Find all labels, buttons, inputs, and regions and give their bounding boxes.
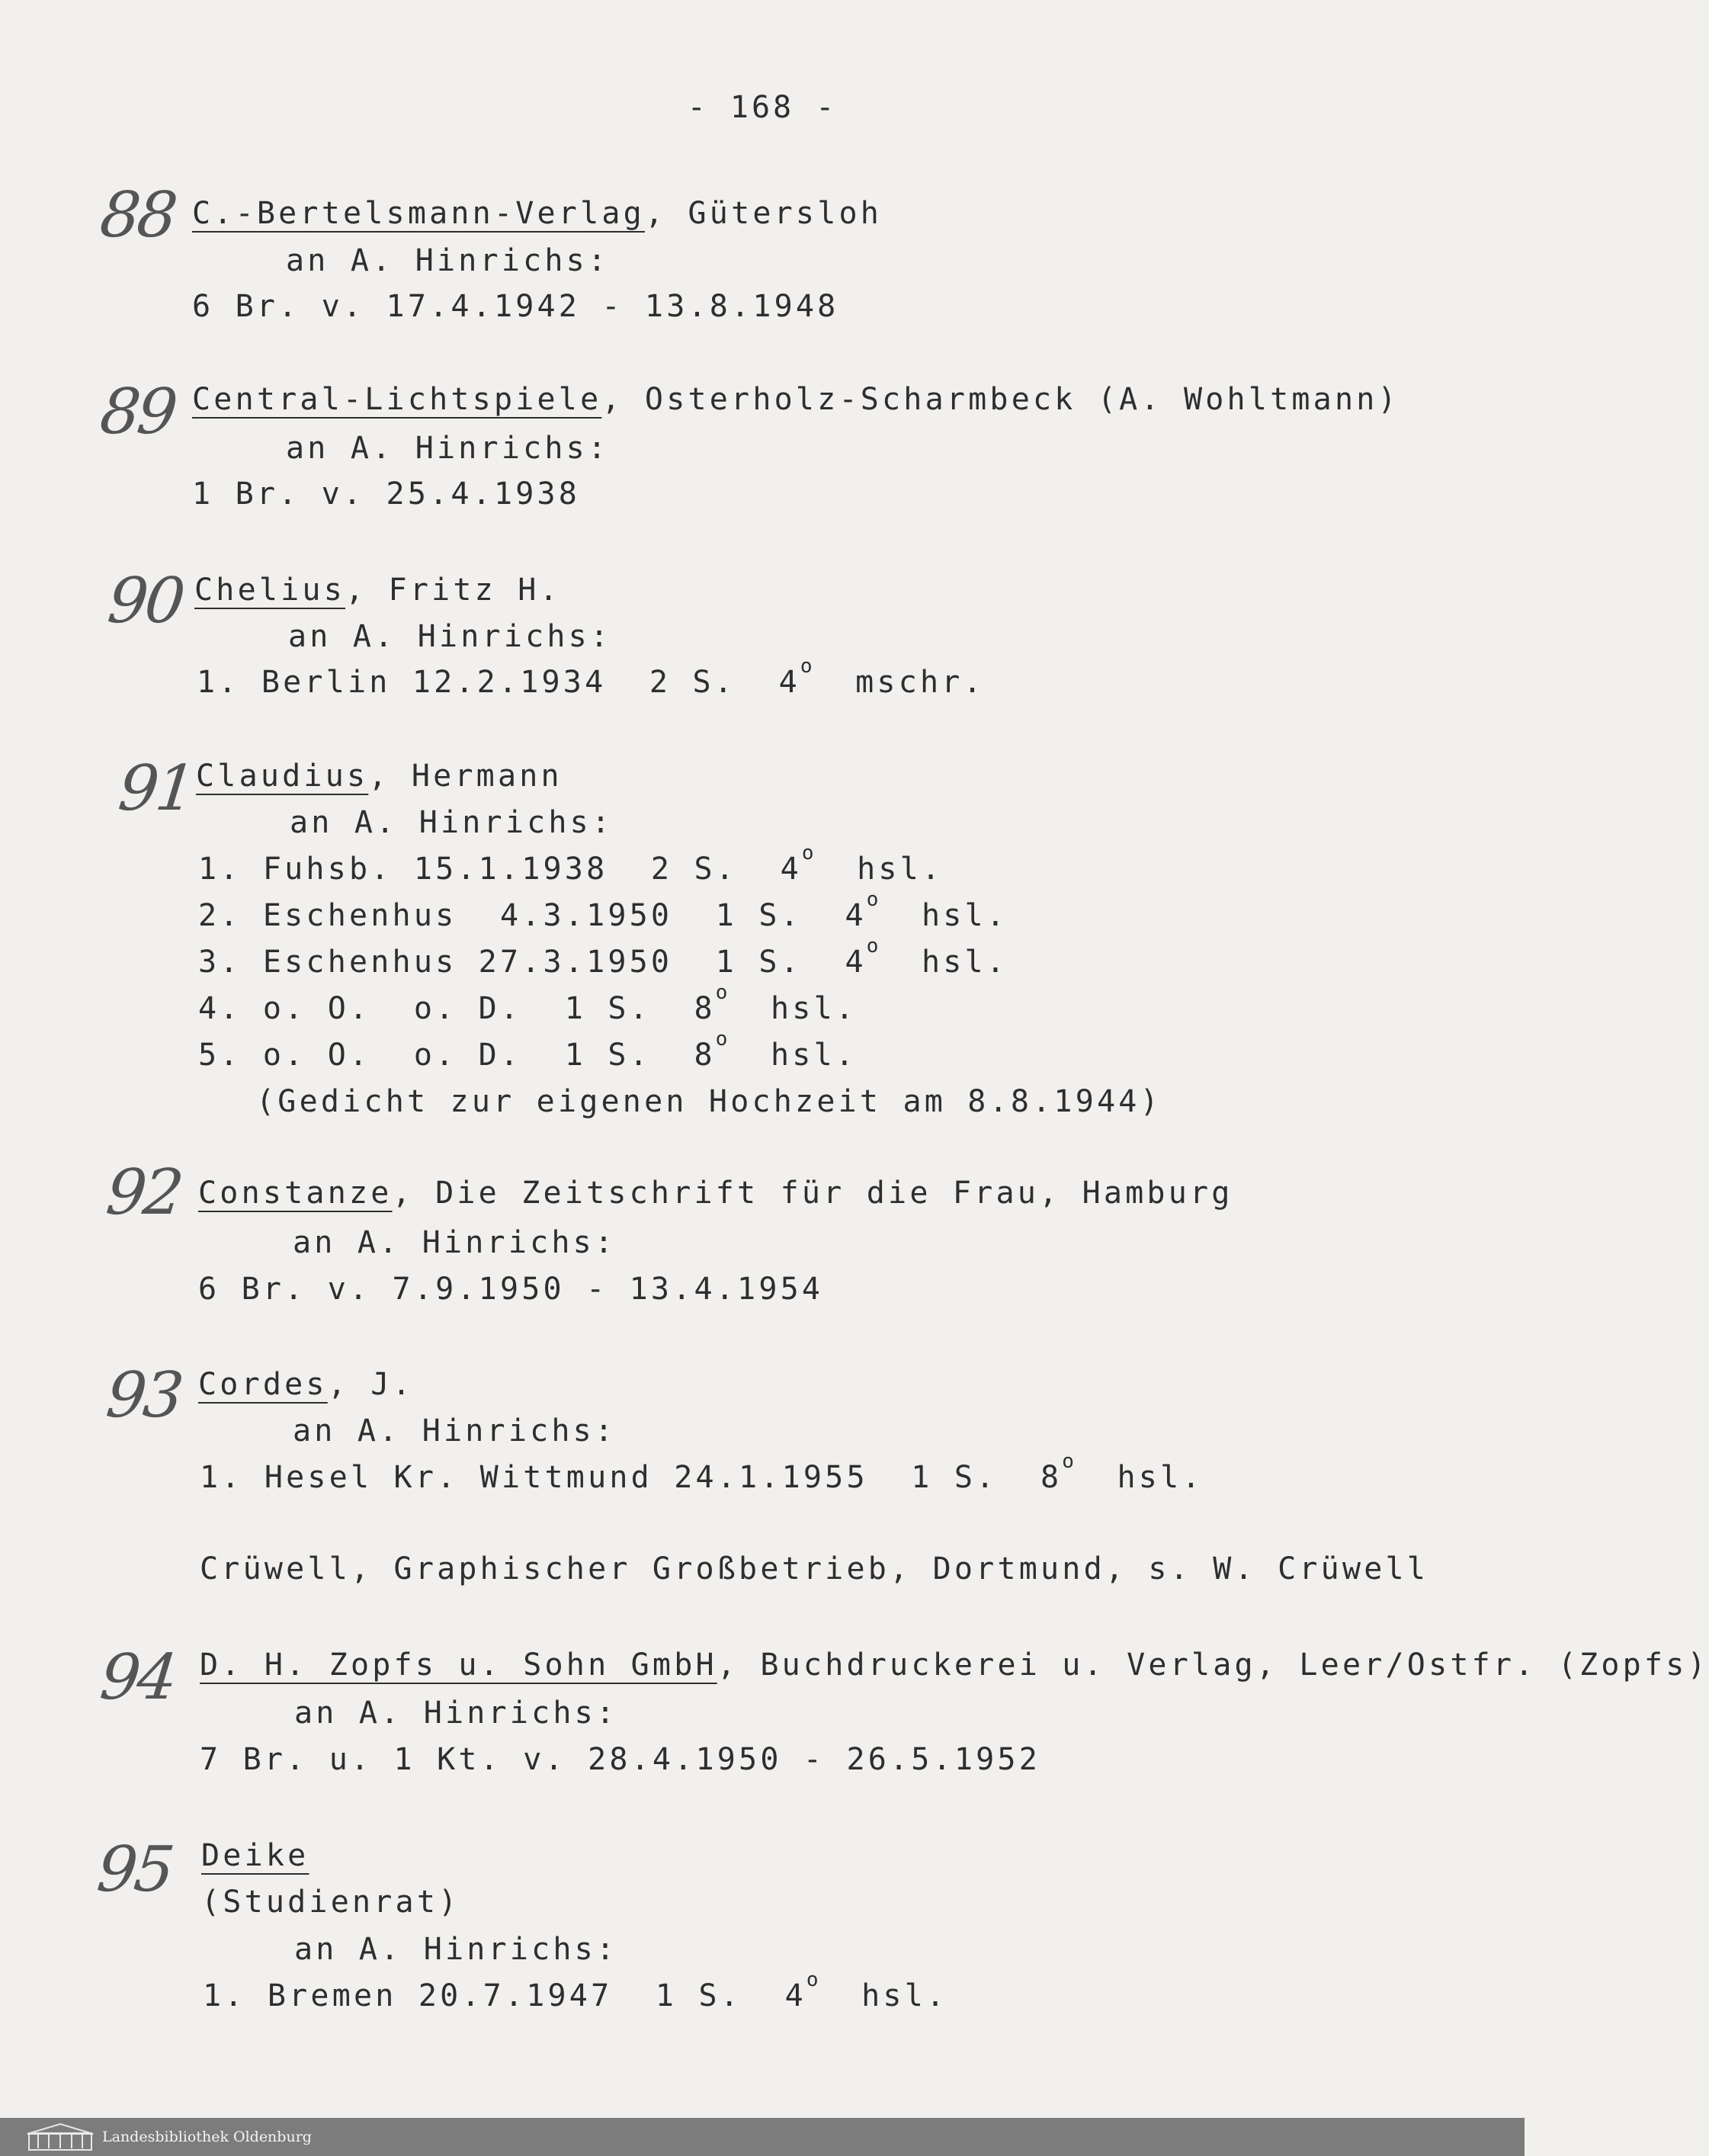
- note-line: (Studienrat): [201, 1885, 460, 1920]
- page-number: - 168 -: [687, 90, 838, 125]
- item-line: 2. Eschenhus 4.3.1950 1 S. 4$^o$ hsl.: [198, 888, 1008, 933]
- entry-heading: [198, 1176, 1233, 1211]
- recipient-line: an A. Hinrichs:: [288, 619, 612, 654]
- item-line: 7 Br. u. 1 Kt. v. 28.4.1950 - 26.5.1952: [200, 1742, 1040, 1777]
- entry-name: Claudius: [196, 759, 369, 794]
- entry-rest: , Die Zeitschrift für die Frau, Hamburg: [392, 1176, 1233, 1211]
- recipient-line: an A. Hinrichs:: [290, 805, 614, 840]
- entry-number: 90: [104, 565, 186, 637]
- format-degree: o: [800, 655, 813, 678]
- entry-rest: , Buchdruckerei u. Verlag, Leer/Ostfr. (Zopfs): [717, 1647, 1709, 1683]
- cross-reference: Crüwell, Graphischer Großbetrieb, Dortmund, s. W. Crüwell: [200, 1551, 1429, 1587]
- entry-number: 89: [97, 376, 178, 448]
- recipient-line: an A. Hinrichs:: [294, 1932, 618, 1967]
- entry-heading: [196, 759, 563, 794]
- item-line: 6 Br. v. 7.9.1950 - 13.4.1954: [198, 1272, 824, 1307]
- item-line: 1. Fuhsb. 15.1.1938 2 S. 4$^o$ hsl.: [198, 842, 944, 887]
- entry-name: Deike: [201, 1838, 309, 1873]
- entry-name: Constanze: [198, 1176, 393, 1211]
- entry-number: 95: [94, 1834, 175, 1906]
- entry-number: 88: [97, 179, 178, 252]
- recipient-line: an A. Hinrichs:: [294, 1696, 618, 1731]
- item-line: 3. Eschenhus 27.3.1950 1 S. 4$^o$ hsl.: [198, 935, 1008, 980]
- entry-name: Central-Lichtspiele: [192, 382, 602, 417]
- entry-rest: , J.: [327, 1367, 414, 1402]
- library-footer: [0, 2118, 1525, 2156]
- entry-number: 92: [103, 1157, 184, 1229]
- entry-heading: [192, 198, 882, 229]
- item-line: 1. Hesel Kr. Wittmund 24.1.1955 1 S. 8$^o$ hsl.: [200, 1450, 1204, 1495]
- entry-name: Chelius: [194, 573, 345, 608]
- item-line: 1. Bremen 20.7.1947 1 S. 4$^o$ hsl.: [203, 1968, 948, 2013]
- entry-rest: , Fritz H.: [345, 573, 561, 608]
- library-building-icon: [26, 2122, 95, 2151]
- entry-heading: [198, 1369, 414, 1400]
- item-line: 1. Berlin 12.2.1934 2 S. 4$^o$ mschr.: [197, 655, 985, 700]
- entry-number: 91: [115, 752, 197, 825]
- entry-name: D. H. Zopfs u. Sohn GmbH: [200, 1647, 717, 1683]
- recipient-line: an A. Hinrichs:: [286, 243, 610, 278]
- entry-heading: [194, 573, 561, 608]
- item-line: 1 Br. v. 25.4.1938: [192, 476, 581, 512]
- item-line: 5. o. O. o. D. 1 S. 8$^o$ hsl.: [198, 1028, 858, 1073]
- entry-heading: [201, 1840, 309, 1871]
- item-line: 4. o. O. o. D. 1 S. 8$^o$ hsl.: [198, 981, 858, 1026]
- entry-rest: , Gütersloh: [644, 196, 883, 231]
- item-line: 6 Br. v. 17.4.1942 - 13.8.1948: [192, 289, 839, 324]
- entry-number: 94: [97, 1641, 178, 1714]
- note-line: (Gedicht zur eigenen Hochzeit am 8.8.1944): [256, 1084, 1162, 1119]
- entry-number: 93: [103, 1359, 184, 1432]
- entry-name: Cordes: [198, 1367, 328, 1402]
- library-name: Landesbibliothek Oldenburg: [102, 2129, 312, 2145]
- entry-rest: , Hermann: [368, 759, 563, 794]
- entry-heading: [200, 1647, 1709, 1683]
- recipient-line: an A. Hinrichs:: [293, 1413, 617, 1449]
- entry-heading: [192, 384, 1400, 415]
- entry-name: C.-Bertelsmann-Verlag: [192, 196, 645, 231]
- entry-rest: , Osterholz-Scharmbeck (A. Wohltmann): [601, 382, 1400, 417]
- recipient-line: an A. Hinrichs:: [286, 431, 610, 466]
- recipient-line: an A. Hinrichs:: [293, 1225, 617, 1260]
